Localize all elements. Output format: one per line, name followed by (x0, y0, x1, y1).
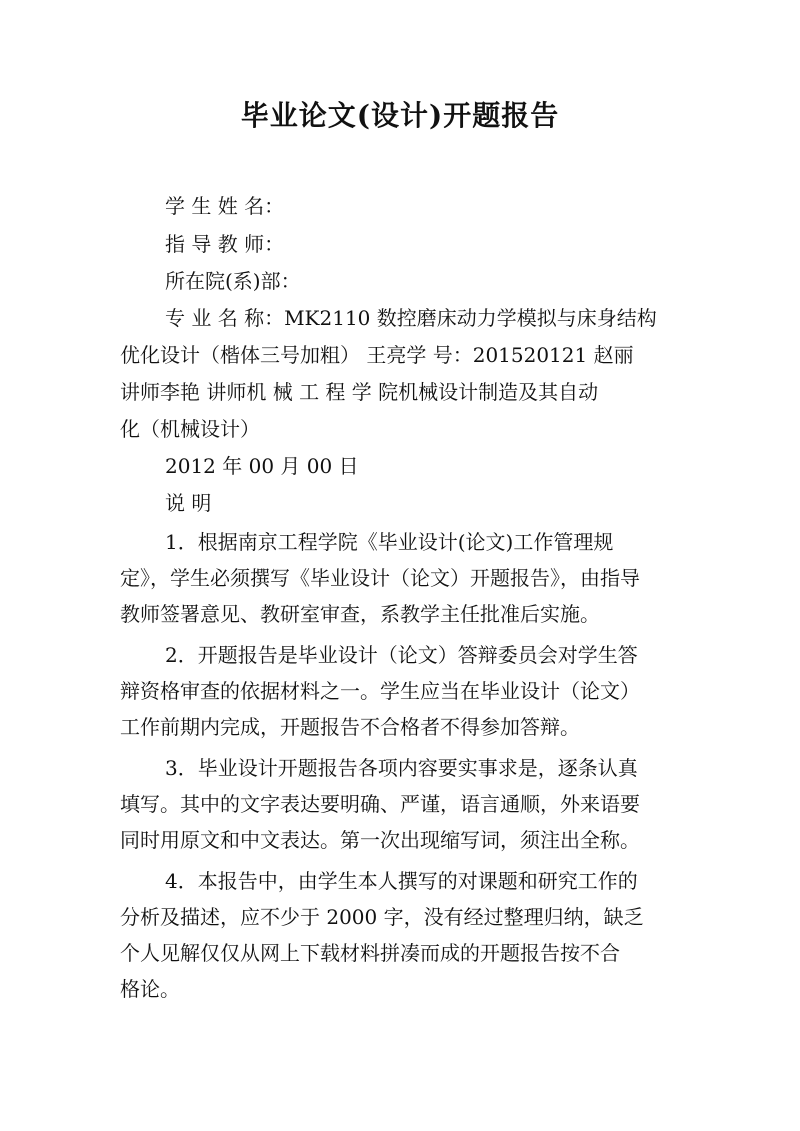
instruction-3-line-1: 3．毕业设计开题报告各项内容要实事求是，逐条认真 (165, 756, 638, 780)
instruction-4-line-1: 4．本报告中，由学生本人撰写的对课题和研究工作的 (165, 869, 638, 893)
instruction-3-line-2: 填写。其中的文字表达要明确、严谨，语言通顺，外来语要 (120, 792, 640, 816)
major-line-4: 化（机械设计） (120, 417, 260, 441)
instruction-1-line-3: 教师签署意见、教研室审查，系教学主任批准后实施。 (120, 602, 600, 626)
document-date: 2012 年 00 月 00 日 (165, 454, 359, 478)
instruction-4-line-3: 个人见解仅仅从网上下载材料拼凑而成的开题报告按不合 (120, 941, 620, 965)
instruction-1-line-1: 1．根据南京工程学院《毕业设计(论文)工作管理规 (165, 530, 614, 554)
major-line-3: 讲师李艳 讲师机 械 工 程 学 院机械设计制造及其自动 (120, 380, 599, 404)
instructions-heading: 说 明 (165, 491, 212, 515)
document-title: 毕业论文(设计)开题报告 (240, 99, 560, 132)
instruction-3-line-3: 同时用原文和中文表达。第一次出现缩写词，须注出全称。 (120, 828, 640, 852)
instruction-1-line-2: 定》，学生必须撰写《毕业设计（论文）开题报告》，由指导 (120, 566, 640, 590)
department-label: 所在院(系)部： (165, 269, 301, 293)
advisor-label: 指 导 教 师： (165, 232, 285, 256)
major-line-1: 专 业 名 称：MK2110 数控磨床动力学模拟与床身结构 (165, 306, 657, 330)
major-line-2: 优化设计（楷体三号加粗） 王亮学 号：201520121 赵丽 (120, 343, 634, 367)
instruction-2-line-2: 辩资格审查的依据材料之一。学生应当在毕业设计（论文） (120, 679, 640, 703)
instruction-2-line-3: 工作前期内完成，开题报告不合格者不得参加答辩。 (120, 715, 580, 739)
instruction-4-line-4: 格论。 (120, 977, 180, 1001)
instruction-2-line-1: 2．开题报告是毕业设计（论文）答辩委员会对学生答 (165, 643, 638, 667)
instruction-4-line-2: 分析及描述，应不少于 2000 字，没有经过整理归纳，缺乏 (120, 905, 644, 929)
student-name-label: 学 生 姓 名： (165, 194, 285, 218)
